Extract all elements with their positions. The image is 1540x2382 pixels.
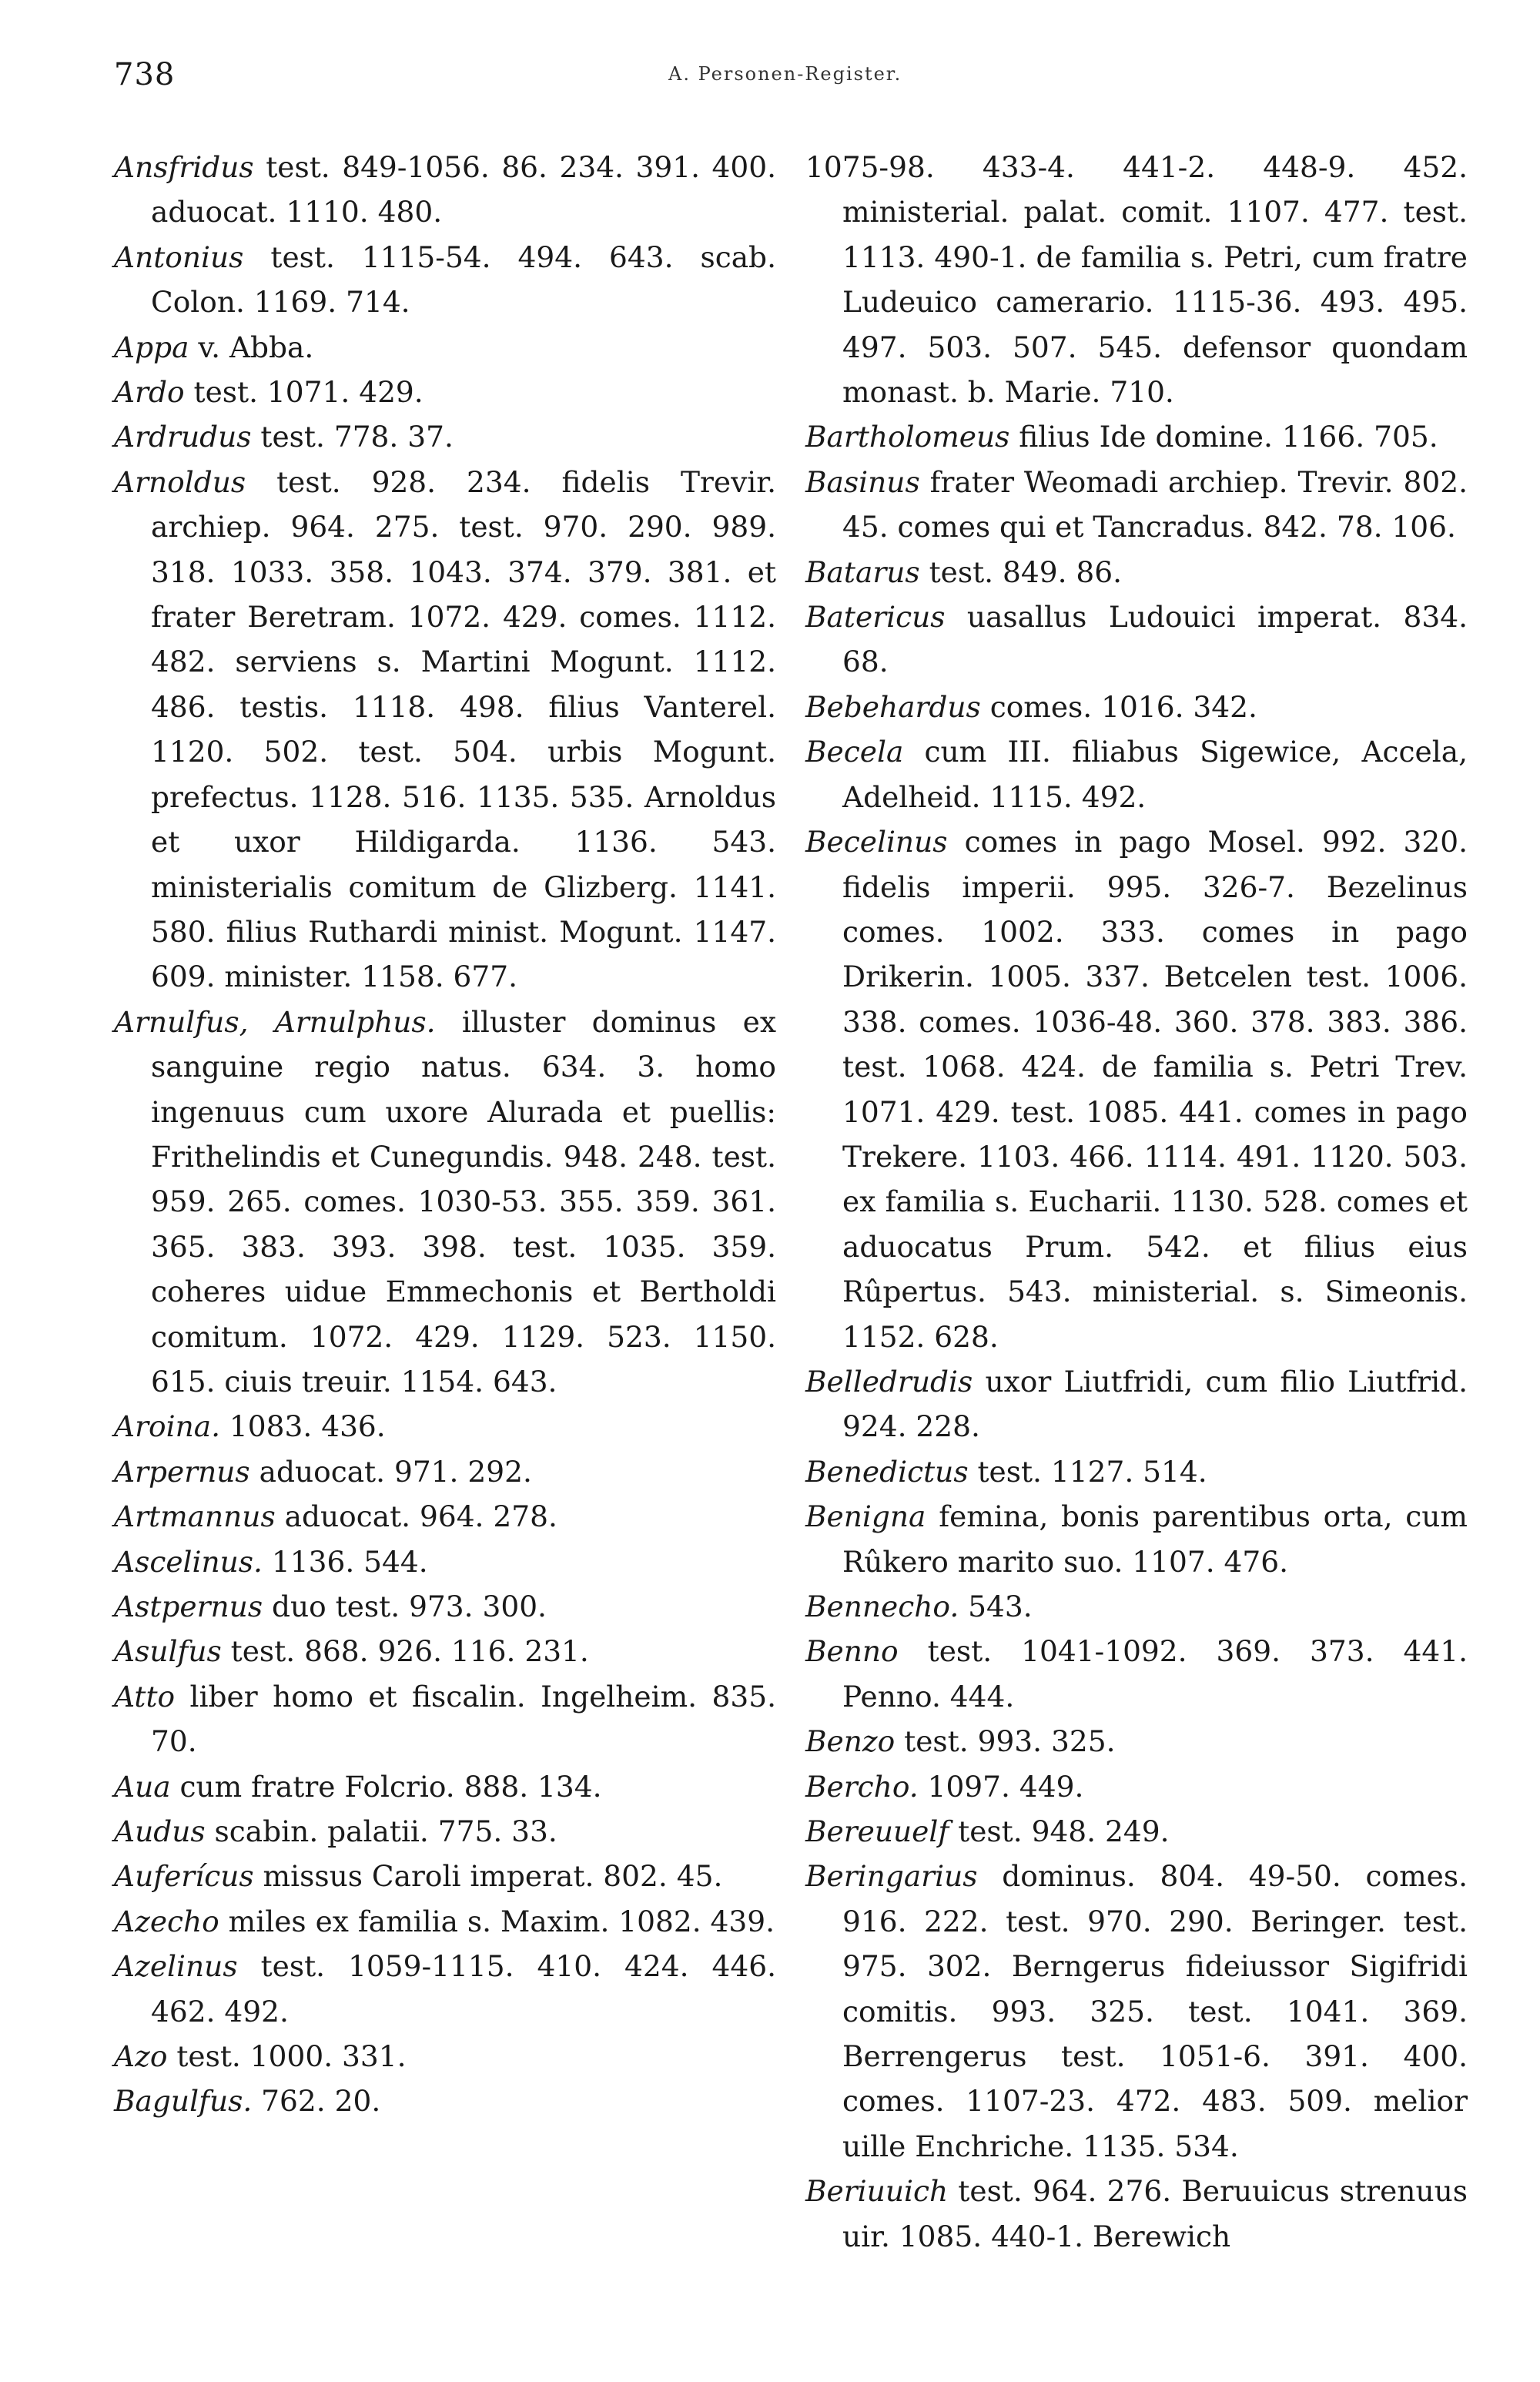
entry-name: Auferícus xyxy=(114,1859,254,1894)
entry-name: Appa xyxy=(114,330,189,364)
entry-text: uxor Liutfridi, cum filio Liutfrid. 924. 228. xyxy=(842,1364,1468,1444)
entry-name: Astpernus xyxy=(114,1590,263,1623)
entry-text: scabin. palatii. 775. 33. xyxy=(205,1814,557,1849)
entry-name: Batericus xyxy=(805,600,946,635)
entry-name: Atto xyxy=(114,1679,176,1714)
entry-name: Azo xyxy=(114,2039,168,2074)
index-entry xyxy=(114,460,776,1000)
entry-text: test. 1071. 429. xyxy=(184,375,424,410)
entry-text: aduocat. 964. 278. xyxy=(275,1499,557,1534)
index-entry xyxy=(805,550,1468,595)
entry-name: Artmannus xyxy=(114,1499,276,1534)
entry-text: miles ex familia s. Maxim. 1082. 439. xyxy=(219,1904,775,1938)
entry-name: Bagulfus. xyxy=(114,2084,253,2119)
index-entry xyxy=(114,1674,776,1764)
entry-name: Beriuuich xyxy=(805,2174,949,2209)
entry-name: Bennecho. xyxy=(805,1590,959,1623)
index-entry xyxy=(805,1449,1468,1494)
entry-text: 762. 20. xyxy=(252,2084,381,2119)
index-entry xyxy=(805,1494,1468,1584)
entry-name: Beringarius xyxy=(805,1859,978,1894)
index-entry xyxy=(805,729,1468,819)
index-entry xyxy=(805,1629,1468,1719)
entry-text: cum III. filiabus Sigewice, Accela, Adelheid. 1115. 492. xyxy=(842,735,1468,814)
index-entry xyxy=(114,1944,776,2034)
entry-text: 1136. 544. xyxy=(262,1544,428,1579)
entry-text: test. 778. 37. xyxy=(251,420,454,454)
index-entry xyxy=(805,145,1468,414)
entry-name: Ardo xyxy=(114,375,185,410)
entry-name: Azelinus xyxy=(114,1949,238,1984)
entry-name: Bercho. xyxy=(805,1769,919,1804)
entry-text: dominus. 804. 49-50. comes. 916. 222. test. 970. 290. Beringer. test. 975. 302. Berngerus fideiussor Sigifridi comitis. 993. 325. test. 1041. 369. Berrengerus test. 1051-6. 391. 400. comes. 1107-23. 472. 483. 509. melior uille Enchriche. 1135. 534. xyxy=(842,1859,1468,2163)
entry-text: 1097. 449. xyxy=(918,1769,1084,1804)
entry-name: Benigna xyxy=(805,1499,926,1534)
entry-text: filius Ide domine. 1166. 705. xyxy=(1009,420,1438,454)
entry-text: 1075-98. 433-4. 441-2. 448-9. 452. ministerial. palat. comit. 1107. 477. test. 1113. 490-1. de familia s. Petri, cum fratre Ludeuico camerario. 1115-36. 493. 495. 497. 503. 507. 545. defensor quondam monast. b. Marie. 710. xyxy=(805,150,1468,410)
entry-text: liber homo et fiscalin. Ingelheim. 835. 70. xyxy=(151,1679,776,1759)
entry-text: 1083. 436. xyxy=(220,1409,386,1444)
entry-text: test. 1041-1092. 369. 373. 441. Penno. 444. xyxy=(842,1634,1468,1714)
index-entry xyxy=(114,370,776,414)
entry-name: Asulfus xyxy=(114,1634,222,1669)
entry-text: test. 1000. 331. xyxy=(167,2039,407,2074)
page-header xyxy=(114,57,1438,103)
index-entry xyxy=(805,414,1468,459)
index-entry xyxy=(805,460,1468,550)
entry-text: v. Abba. xyxy=(189,330,314,364)
entry-text: cum fratre Folcrio. 888. 134. xyxy=(170,1769,602,1804)
index-entry xyxy=(805,1809,1468,1854)
index-entry xyxy=(114,1584,776,1629)
index-entry xyxy=(114,1000,776,1405)
index-entry xyxy=(114,235,776,325)
index-entry xyxy=(114,1764,776,1809)
entry-name: Becela xyxy=(805,735,904,769)
page-number: 738 xyxy=(114,57,176,92)
entry-text: test. 868. 926. 116. 231. xyxy=(221,1634,589,1669)
right-column xyxy=(805,145,1468,2259)
entry-name: Arnoldus xyxy=(114,464,246,499)
entry-name: Benno xyxy=(805,1634,899,1669)
index-entry xyxy=(805,819,1468,1359)
entry-name: Ascelinus. xyxy=(114,1544,263,1579)
index-entry xyxy=(114,1449,776,1494)
entry-text: comes in pago Mosel. 992. 320. fidelis imperii. 995. 326-7. Bezelinus comes. 1002. 333. comes in pago Drikerin. 1005. 337. Betcelen test. 1006. 338. comes. 1036-48. 360. 378. 383. 386. test. 1068. 424. de familia s. Petri Trev. 1071. 429. test. 1085. 441. comes in pago Trekere. 1103. 466. 1114. 491. 1120. 503. ex familia s. Eucharii. 1130. 528. comes et aduocatus Prum. 542. et filius eius Rûpertus. 543. ministerial. s. Simeonis. 1152. 628. xyxy=(842,825,1468,1354)
index-entry xyxy=(114,325,776,370)
entry-text: comes. 1016. 342. xyxy=(980,689,1257,724)
entry-text: test. 964. 276. Beruuicus strenuus uir. 1085. 440-1. Berewich xyxy=(842,2174,1468,2253)
entry-name: Aua xyxy=(114,1769,171,1804)
entry-name: Basinus xyxy=(805,464,920,499)
index-entry xyxy=(114,1809,776,1854)
entry-text: aduocat. 971. 292. xyxy=(249,1454,532,1489)
entry-name: Ansfridus xyxy=(114,150,254,184)
entry-text: test. 993. 325. xyxy=(895,1724,1116,1759)
entry-name: Belledrudis xyxy=(805,1364,973,1399)
index-entry xyxy=(805,1854,1468,2169)
entry-name: Bereuuelf xyxy=(805,1814,949,1849)
running-head: A. Personen-Register. xyxy=(668,63,902,85)
entry-name: Ardrudus xyxy=(114,420,252,454)
entry-name: Arnulfus, Arnulphus. xyxy=(114,1004,436,1039)
entry-text: test. 928. 234. fidelis Trevir. archiep. 964. 275. test. 970. 290. 989. 318. 1033. 358. 1043. 374. 379. 381. et frater Beretram. 1072. 429. comes. 1112. 482. serviens s. Martini Mogunt. 1112. 486. testis. 1118. 498. filius Vanterel. 1120. 502. test. 504. urbis Mogunt. prefectus. 1128. 516. 1135. 535. Arnoldus et uxor Hildigarda. 1136. 543. ministerialis comitum de Glizberg. 1141. 580. filius Ruthardi minist. Mogunt. 1147. 609. minister. 1158. 677. xyxy=(151,464,776,994)
entry-name: Bartholomeus xyxy=(805,420,1010,454)
index-entry xyxy=(805,2169,1468,2259)
entry-name: Benzo xyxy=(805,1724,896,1759)
entry-name: Becelinus xyxy=(805,825,948,859)
entry-text: duo test. 973. 300. xyxy=(263,1590,547,1623)
entry-name: Audus xyxy=(114,1814,206,1849)
index-entry xyxy=(805,1359,1468,1449)
index-entry xyxy=(114,2079,776,2123)
index-entry xyxy=(114,1404,776,1449)
entry-text: test. 1059-1115. 410. 424. 446. 462. 492. xyxy=(151,1949,776,2029)
entry-name: Bebehardus xyxy=(805,689,981,724)
entry-text: test. 849. 86. xyxy=(919,554,1123,589)
entry-text: frater Weomadi archiep. Trevir. 802. 45. comes qui et Tancradus. 842. 78. 106. xyxy=(842,464,1468,544)
entry-name: Arpernus xyxy=(114,1454,250,1489)
entry-text: illuster dominus ex sanguine regio natus. 634. 3. homo ingenuus cum uxore Alurada et puellis: Frithelindis et Cunegundis. 948. 248. test. 959. 265. comes. 1030-53. 355. 359. 361. 365. 383. 393. 398. test. 1035. 359. coheres uidue Emmechonis et Bertholdi comitum. 1072. 429. 1129. 523. 1150. 615. ciuis treuir. 1154. 643. xyxy=(151,1004,776,1399)
index-entry xyxy=(114,145,776,235)
entry-name: Azecho xyxy=(114,1904,219,1938)
entry-text: test. 948. 249. xyxy=(949,1814,1170,1849)
entry-text: test. 1115-54. 494. 643. scab. Colon. 1169. 714. xyxy=(151,240,776,320)
entry-text: 543. xyxy=(959,1590,1033,1623)
entry-text: test. 849-1056. 86. 234. 391. 400. aduocat. 1110. 480. xyxy=(151,150,776,229)
index-entry xyxy=(114,1899,776,1944)
entry-text: missus Caroli imperat. 802. 45. xyxy=(253,1859,723,1894)
index-entry xyxy=(114,1854,776,1898)
entry-name: Antonius xyxy=(114,240,244,274)
index-entry xyxy=(805,1719,1468,1764)
index-entry xyxy=(805,1764,1468,1809)
index-entry xyxy=(805,1584,1468,1629)
entry-text: uasallus Ludouici imperat. 834. 68. xyxy=(842,600,1468,679)
index-entry xyxy=(114,2034,776,2079)
entry-name: Batarus xyxy=(805,554,920,589)
index-entry xyxy=(114,414,776,459)
left-column xyxy=(114,145,776,2124)
index-entry xyxy=(805,595,1468,685)
entry-text: test. 1127. 514. xyxy=(968,1454,1207,1489)
index-entry xyxy=(805,685,1468,729)
index-entry xyxy=(114,1629,776,1673)
entry-text: femina, bonis parentibus orta, cum Rûkero marito suo. 1107. 476. xyxy=(842,1499,1468,1579)
entry-name: Benedictus xyxy=(805,1454,969,1489)
index-entry xyxy=(114,1539,776,1584)
index-entry xyxy=(114,1494,776,1539)
entry-name: Aroina. xyxy=(114,1409,221,1444)
